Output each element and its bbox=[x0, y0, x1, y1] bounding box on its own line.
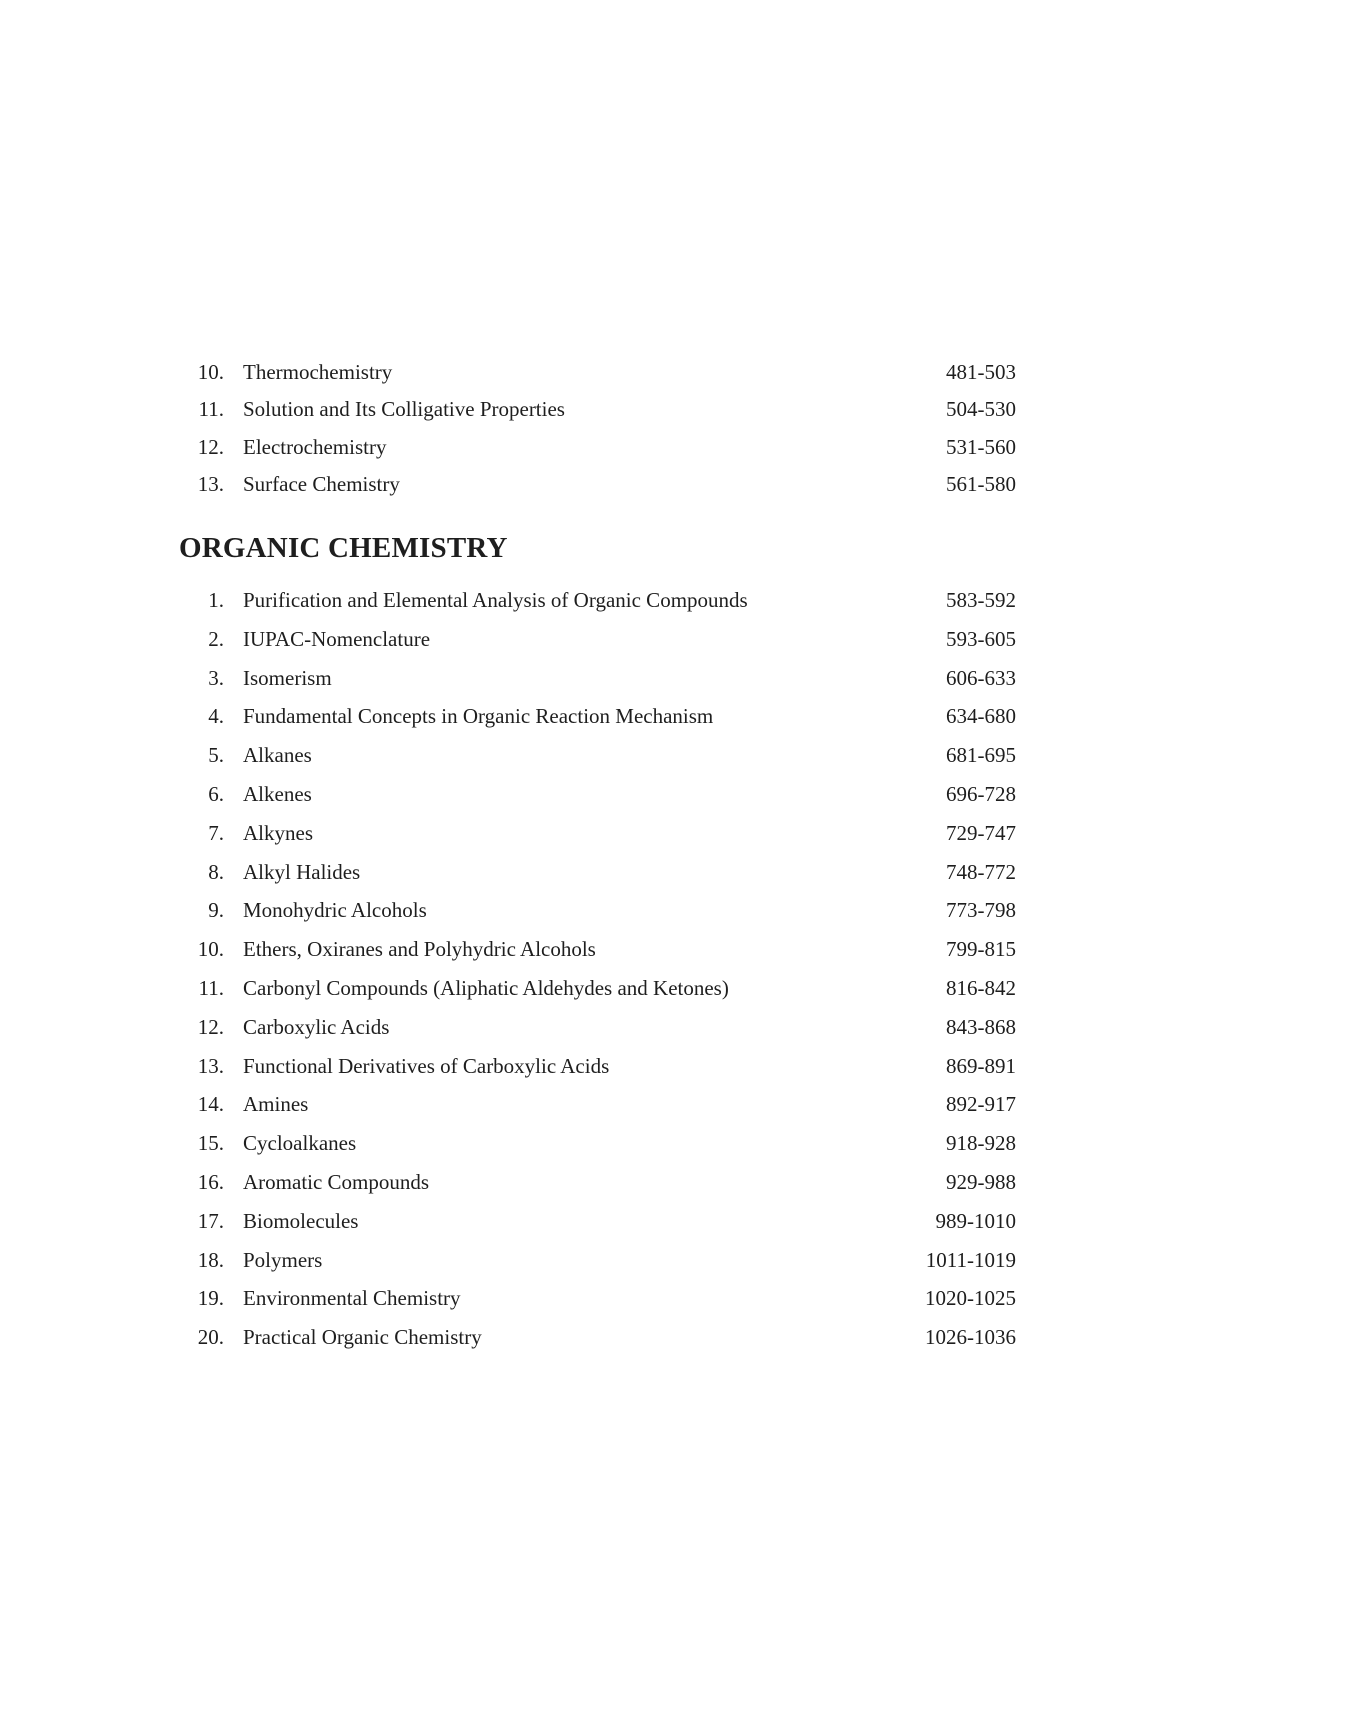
chapter-title: Alkenes bbox=[243, 781, 312, 806]
chapter-title: Alkanes bbox=[243, 743, 312, 768]
page-range: 583-592 bbox=[946, 588, 1016, 612]
toc-entry bbox=[0, 1163, 1350, 1202]
chapter-number: 20. bbox=[197, 1325, 224, 1350]
toc-entry bbox=[0, 1279, 1350, 1318]
toc-entry bbox=[0, 697, 1350, 736]
page-range: 869-891 bbox=[946, 1053, 1016, 1078]
page-range: 593-605 bbox=[946, 626, 1016, 651]
page-range: 989-1010 bbox=[935, 1208, 1016, 1233]
toc-entry bbox=[0, 1085, 1350, 1124]
page-range: 696-728 bbox=[946, 781, 1016, 806]
toc-entry bbox=[0, 1318, 1350, 1357]
chapter-title: Alkyl Halides bbox=[243, 859, 361, 884]
page-range: 1011-1019 bbox=[925, 1247, 1016, 1272]
page-range: 729-747 bbox=[946, 820, 1016, 845]
chapter-title: Ethers, Oxiranes and Polyhydric Alcohols bbox=[243, 937, 596, 962]
chapter-title: Carboxylic Acids bbox=[243, 1014, 390, 1039]
chapter-title: IUPAC-Nomenclature bbox=[243, 626, 431, 651]
chapter-number: 7. bbox=[208, 820, 224, 845]
chapter-number: 11. bbox=[198, 975, 224, 1000]
chapter-number: 19. bbox=[197, 1286, 224, 1311]
page-range: 531-560 bbox=[946, 434, 1016, 459]
chapter-title: Fundamental Concepts in Organic Reaction Mechanism bbox=[243, 704, 714, 729]
toc-entry bbox=[0, 1202, 1350, 1241]
page-range: 843-868 bbox=[946, 1014, 1016, 1039]
chapter-title: Functional Derivatives of Carboxylic Acids bbox=[243, 1053, 610, 1078]
toc-entry bbox=[0, 775, 1350, 814]
chapter-title: Polymers bbox=[243, 1247, 323, 1272]
toc-entry bbox=[0, 891, 1350, 930]
toc-entry bbox=[0, 1047, 1350, 1086]
page-range: 929-988 bbox=[946, 1169, 1016, 1194]
chapter-title: Alkynes bbox=[243, 820, 313, 845]
toc-entry bbox=[0, 1241, 1350, 1280]
chapter-number: 9. bbox=[208, 898, 224, 923]
page-range: 748-772 bbox=[946, 859, 1016, 884]
chapter-title: Thermochemistry bbox=[243, 360, 393, 384]
page-range: 1020-1025 bbox=[925, 1286, 1016, 1311]
toc-entry bbox=[0, 1008, 1350, 1047]
toc-entry bbox=[0, 659, 1350, 698]
chapter-title: Amines bbox=[243, 1092, 309, 1117]
page-range: 681-695 bbox=[946, 743, 1016, 768]
chapter-title: Aromatic Compounds bbox=[243, 1169, 430, 1194]
chapter-title: Solution and Its Colligative Properties bbox=[243, 397, 565, 422]
toc-entry bbox=[0, 466, 1350, 503]
toc-entry bbox=[0, 354, 1350, 391]
page-range: 561-580 bbox=[946, 471, 1016, 496]
chapter-title: Electrochemistry bbox=[243, 434, 387, 459]
toc-entry bbox=[0, 736, 1350, 775]
page-range: 799-815 bbox=[946, 937, 1016, 962]
chapter-number: 16. bbox=[197, 1169, 224, 1194]
toc-entry bbox=[0, 930, 1350, 969]
continued-chapter-list bbox=[0, 354, 1350, 503]
chapter-number: 15. bbox=[197, 1131, 224, 1156]
page-range: 816-842 bbox=[946, 975, 1016, 1000]
toc-entry bbox=[0, 853, 1350, 892]
chapter-title: Monohydric Alcohols bbox=[243, 898, 427, 923]
chapter-number: 10. bbox=[197, 360, 224, 384]
chapter-number: 10. bbox=[197, 937, 224, 962]
toc-entry bbox=[0, 969, 1350, 1008]
chapter-number: 17. bbox=[197, 1208, 224, 1233]
page-range: 481-503 bbox=[946, 360, 1016, 384]
section-heading: ORGANIC CHEMISTRY bbox=[179, 532, 508, 564]
page-range: 918-928 bbox=[946, 1131, 1016, 1156]
chapter-title: Purification and Elemental Analysis of Organic Compounds bbox=[243, 588, 748, 612]
toc-entry bbox=[0, 581, 1350, 620]
chapter-number: 13. bbox=[197, 1053, 224, 1078]
chapter-title: Environmental Chemistry bbox=[243, 1286, 461, 1311]
page-range: 773-798 bbox=[946, 898, 1016, 923]
page-range: 892-917 bbox=[946, 1092, 1016, 1117]
chapter-title: Carbonyl Compounds (Aliphatic Aldehydes and Ketones) bbox=[243, 975, 729, 1000]
chapter-title: Surface Chemistry bbox=[243, 471, 400, 496]
chapter-number: 18. bbox=[197, 1247, 224, 1272]
page-range: 634-680 bbox=[946, 704, 1016, 729]
chapter-number: 6. bbox=[208, 781, 224, 806]
chapter-number: 14. bbox=[197, 1092, 224, 1117]
chapter-number: 1. bbox=[208, 588, 224, 612]
chapter-number: 13. bbox=[197, 471, 224, 496]
page-range: 1026-1036 bbox=[925, 1325, 1016, 1350]
toc-entry bbox=[0, 391, 1350, 428]
page-range: 504-530 bbox=[946, 397, 1016, 422]
chapter-title: Biomolecules bbox=[243, 1208, 359, 1233]
page-range: 606-633 bbox=[946, 665, 1016, 690]
chapter-number: 4. bbox=[208, 704, 224, 729]
chapter-number: 12. bbox=[197, 1014, 224, 1039]
chapter-title: Cycloalkanes bbox=[243, 1131, 357, 1156]
chapter-number: 2. bbox=[208, 626, 224, 651]
chapter-title: Practical Organic Chemistry bbox=[243, 1325, 482, 1350]
organic-chapter-list bbox=[0, 581, 1350, 1357]
chapter-number: 5. bbox=[208, 743, 224, 768]
chapter-number: 11. bbox=[198, 397, 224, 422]
chapter-title: Isomerism bbox=[243, 665, 332, 690]
toc-entry bbox=[0, 814, 1350, 853]
toc-entry bbox=[0, 620, 1350, 659]
chapter-number: 8. bbox=[208, 859, 224, 884]
toc-entry bbox=[0, 429, 1350, 466]
chapter-number: 3. bbox=[208, 665, 224, 690]
toc-entry bbox=[0, 1124, 1350, 1163]
chapter-number: 12. bbox=[197, 434, 224, 459]
